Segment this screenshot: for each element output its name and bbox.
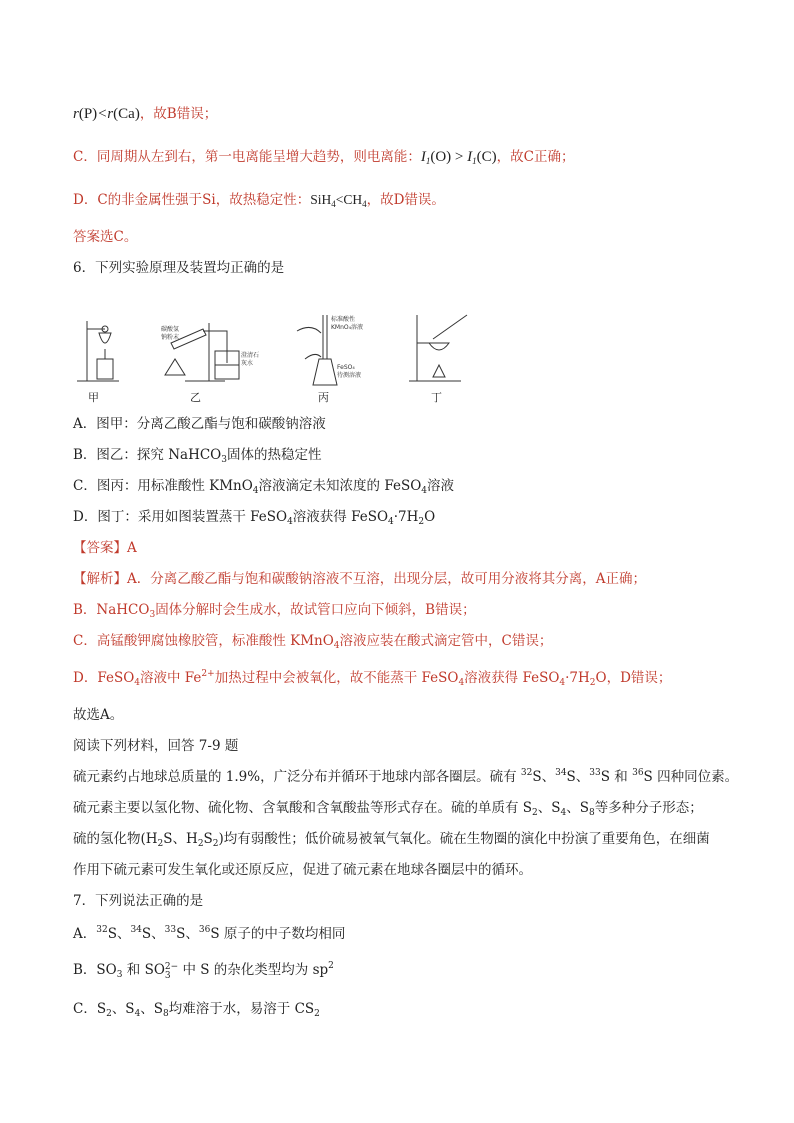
material-paragraph-4: 作用下硫元素可发生氧化或还原反应，促进了硫元素在地球各圈层中的循环。 bbox=[73, 862, 532, 878]
radius-expression: r(P)<r(Ca) bbox=[73, 106, 140, 122]
option-c-line bbox=[73, 147, 574, 167]
label-bing-2: KMnO₄溶液 bbox=[331, 324, 364, 331]
caption-jia: 甲 bbox=[88, 391, 99, 404]
q7-option-a: A．$^{32}$S、$^{34}$S、$^{33}$S、$^{36}$S 原子的中子数均相同 bbox=[73, 925, 346, 942]
analysis-tag: 【解析】 bbox=[73, 571, 127, 587]
answer-line: 答案选C。 bbox=[73, 229, 138, 245]
label-bing-1: 标准酸性 bbox=[331, 316, 356, 323]
question-7-stem: 7．下列说法正确的是 bbox=[73, 893, 204, 909]
material-paragraph-2: 硫元素主要以氢化物、硫化物、含氧酸和含氧酸盐等形式存在。硫的单质有 $S_2$、$S_4$、$S_8$等多种分子形态； bbox=[73, 800, 703, 818]
label-bing-4: 待测溶液 bbox=[337, 372, 362, 379]
material-paragraph-1: 硫元素约占地球总质量的 1.9%，广泛分布并循环于地球内部各圈层。硫有 $^{32}$S、$^{34}$S、$^{33}$S 和 $^{36}$S 四种同位素。 bbox=[73, 768, 739, 785]
q6-analysis-d: D．FeSO$_4$溶液中 $Fe^{2+}$加热过程中会被氧化，故不能蒸干 FeSO$_4$溶液获得 $FeSO_4\cdot 7H_2O$，D错误； bbox=[73, 669, 672, 688]
apparatus-figure bbox=[75, 313, 485, 403]
option-d-line bbox=[73, 190, 445, 210]
q6-choose: 故选A。 bbox=[73, 707, 124, 723]
q7-option-c: C．$S_2$、$S_4$、$S_8$均难溶于水，易溶于 $CS_2$ bbox=[73, 1001, 320, 1019]
q6-option-a: A．图甲：分离乙酸乙酯与饱和碳酸钠溶液 bbox=[73, 416, 326, 432]
option-c-text: C．同周期从左到右，第一电离能呈增大趋势，则电离能： bbox=[73, 149, 421, 165]
option-c-suffix: ，故C正确； bbox=[496, 149, 575, 165]
option-d-text: D．C的非金属性强于Si，故热稳定性： bbox=[73, 192, 311, 208]
caption-ding: 丁 bbox=[431, 391, 442, 404]
question-6-stem: 6．下列实验原理及装置均正确的是 bbox=[73, 260, 285, 276]
line-radius-suffix: ，故B错误； bbox=[139, 106, 218, 122]
caption-yi: 乙 bbox=[190, 391, 201, 404]
stability-expression: $SiH_4<CH_4$ bbox=[310, 192, 367, 209]
label-yi-1: 碳酸氢 bbox=[161, 326, 180, 333]
option-d-suffix: ，故D错误。 bbox=[366, 192, 445, 208]
q6-option-c: C．图丙：用标准酸性 KMnO$_4$溶液滴定未知浓度的 FeSO$_4$溶液 bbox=[73, 478, 454, 496]
apparatus-jia bbox=[77, 321, 119, 381]
q6-option-b: B．图乙：探究 NaHCO$_3$固体的热稳定性 bbox=[73, 447, 322, 465]
q7-option-b: B．$SO_3$ 和 SO 2− 3 中 S 的杂化类型均为 $sp^2$ bbox=[73, 961, 334, 981]
apparatus-drawings bbox=[75, 313, 485, 389]
material-intro: 阅读下列材料，回答 7-9 题 bbox=[73, 738, 239, 754]
q6-analysis-a: 【解析】A．分离乙酸乙酯与饱和碳酸钠溶液不互溶，出现分层，故可用分液将其分离，A正确； bbox=[73, 571, 646, 587]
label-yi-4: 灰水 bbox=[241, 360, 254, 367]
line-radius-comparison bbox=[73, 104, 217, 124]
q6-answer: 【答案】A bbox=[73, 540, 137, 556]
apparatus-ding bbox=[409, 315, 467, 381]
ionization-expression: $I_1(O) > I_1(C)$ bbox=[420, 149, 497, 166]
label-bing-3: FeSO₄ bbox=[337, 364, 355, 371]
label-yi-2: 钠粉末 bbox=[161, 334, 180, 341]
caption-bing: 丙 bbox=[318, 391, 329, 404]
q6-analysis-c: C．高锰酸钾腐蚀橡胶管，标准酸性 KMnO$_4$溶液应装在酸式滴定管中，C错误； bbox=[73, 633, 553, 651]
label-yi-3: 澄清石 bbox=[241, 352, 260, 359]
material-paragraph-3: 硫的氢化物($H_2S$、$H_2S_2$)均有弱酸性；低价硫易被氧气氧化。硫在生物圈的演化中扮演了重要角色，在细菌 bbox=[73, 831, 710, 849]
q6-option-d: D．图丁：采用如图装置蒸干 FeSO$_4$溶液获得 $FeSO_4\cdot 7H_2O$ bbox=[73, 509, 436, 527]
q6-analysis-b: B．NaHCO$_3$固体分解时会生成水，故试管口应向下倾斜，B错误； bbox=[73, 602, 476, 620]
